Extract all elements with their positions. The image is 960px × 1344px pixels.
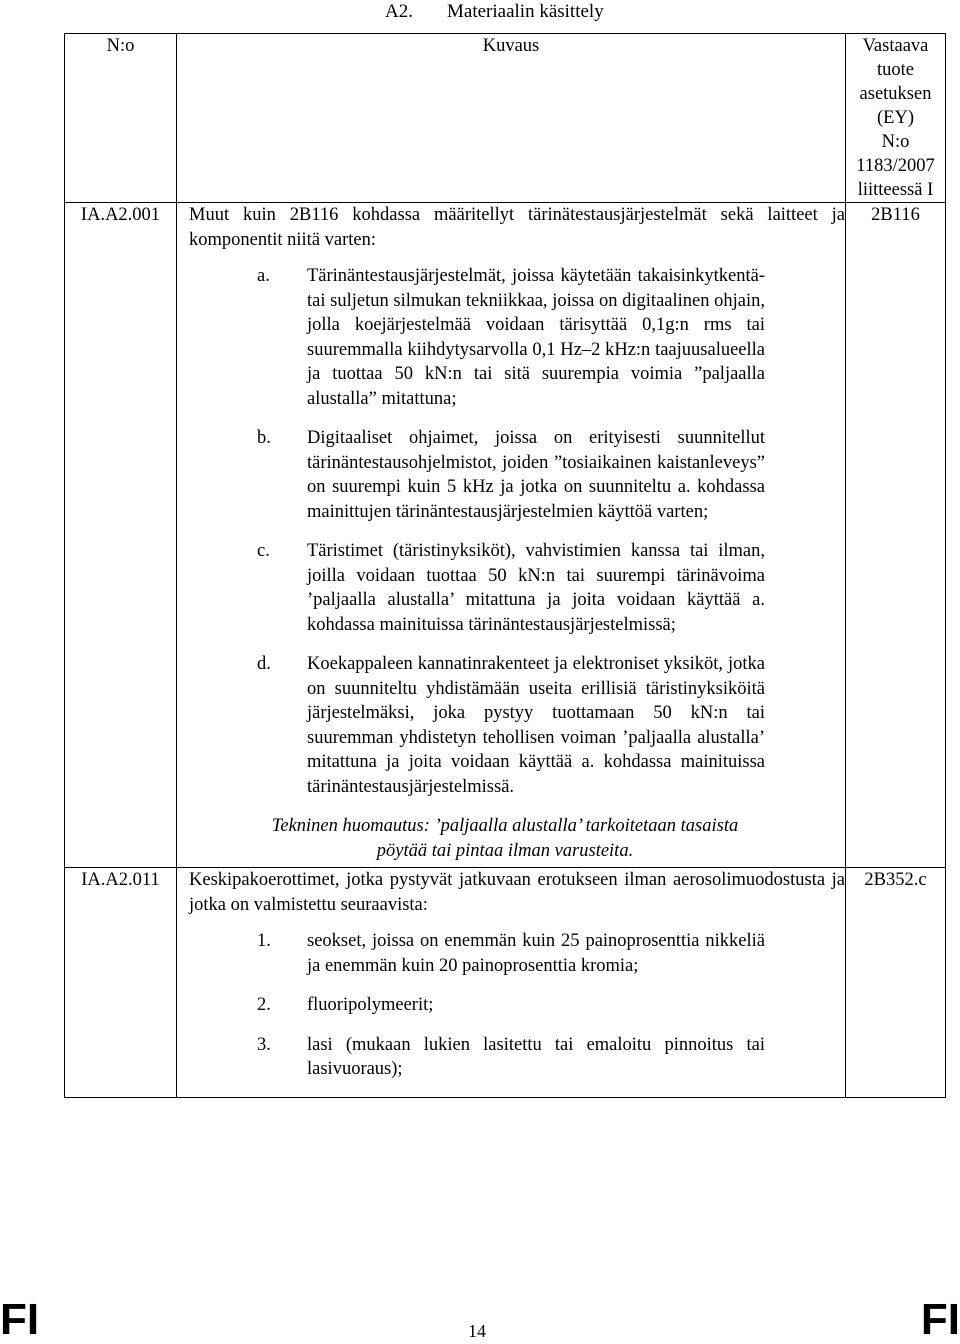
item-label: a.	[257, 266, 270, 286]
item-label: d.	[257, 654, 271, 674]
list-item	[177, 264, 845, 411]
header-number: N:o	[65, 34, 177, 203]
item-list	[177, 929, 845, 1082]
table-header-row	[65, 34, 946, 203]
item-text: Tärinäntestausjärjestelmät, joissa käytetään takaisinkytkentä- tai suljetun silmukan tekniikkaa, joissa on digitaalinen ohjain, jolla koejärjestelmää voidaan tärisyttää 0,1g:n rms tai suuremmalla kiihdytysarvolla 0,1 Hz–2 kHz:n taajuusalueella ja tuottaa 50 kN:n tai sitä suurempia voimia ”paljaalla alustalla” mitattuna;	[307, 266, 765, 409]
section-heading	[385, 0, 604, 24]
list-item	[177, 539, 845, 637]
header-reference	[846, 34, 946, 203]
section-number: A2.	[385, 1, 413, 22]
row-description	[177, 868, 846, 1098]
row-number: IA.A2.011	[65, 868, 177, 1098]
header-reference-line: Vastaava tuote	[862, 36, 929, 80]
item-label: b.	[257, 428, 271, 448]
row-reference: 2B116	[846, 203, 946, 868]
header-reference-line: liitteessä I	[857, 180, 934, 200]
header-reference-line: asetuksen (EY)	[859, 84, 932, 128]
list-item	[177, 426, 845, 524]
item-text: Täristimet (täristinyksiköt), vahvistimien kanssa tai ilman, joilla voidaan tuottaa 50 kN:n tai suurempi tärinävoima ’paljaalla alustalla’ mitattuna ja joita voidaan käyttää a. kohdassa mainituissa tärinäntestausjärjestelmissä;	[307, 541, 765, 635]
row-reference: 2B352.c	[846, 868, 946, 1098]
page-number: 14	[468, 1321, 486, 1341]
item-text: fluoripolymeerit;	[307, 995, 434, 1015]
footer-language-right: FI	[920, 1295, 960, 1344]
header-description: Kuvaus	[177, 34, 846, 203]
item-label: 2.	[257, 995, 271, 1015]
list-item	[177, 929, 845, 978]
table-row	[65, 868, 946, 1098]
row-intro: Keskipakoerottimet, jotka pystyvät jatkuvaan erotukseen ilman aerosolimuodostusta ja jotka on valmistettu seuraavista:	[189, 870, 845, 915]
item-label: c.	[257, 541, 270, 561]
item-list	[177, 264, 845, 799]
table-row	[65, 203, 946, 868]
list-item	[177, 1033, 845, 1082]
materials-table	[64, 33, 946, 1098]
item-text: lasi (mukaan lukien lasitettu tai emaloitu pinnoitus tai lasivuoraus);	[307, 1034, 765, 1079]
technical-note: Tekninen huomautus: ’paljaalla alustalla’ tarkoitetaan tasaista pöytää tai pintaa ilman varusteita.	[271, 816, 739, 861]
row-number: IA.A2.001	[65, 203, 177, 868]
item-text: Digitaaliset ohjaimet, joissa on erityisesti suunnitellut tärinäntestausohjelmistot, joiden ”tosiaikainen kaistanleveys” on suurempi kuin 5 kHz ja jotka on suunniteltu a. kohdassa mainittujen tärinäntestausjärjestelmien käyttöä varten;	[307, 428, 765, 522]
item-text: seokset, joissa on enemmän kuin 25 painoprosenttia nikkeliä ja enemmän kuin 20 painoprosenttia kromia;	[307, 931, 765, 976]
item-label: 3.	[257, 1034, 271, 1055]
header-reference-line: N:o 1183/2007	[856, 132, 935, 176]
list-item	[177, 993, 845, 1018]
section-title: Materiaalin käsittely	[447, 1, 604, 22]
item-label: 1.	[257, 931, 271, 951]
row-intro: Muut kuin 2B116 kohdassa määritellyt tärinätestausjärjestelmät sekä laitteet ja komponentit niitä varten:	[189, 205, 845, 250]
row-description	[177, 203, 846, 868]
item-text: Koekappaleen kannatinrakenteet ja elektroniset yksiköt, jotka on suunniteltu yhdistämään useita erillisiä täristinyksiköitä järjestelmäksi, joka pystyy tuottamaan 50 kN:n tai suuremman yhdistetyn tehollisen voiman ’paljaalla alustalla’ mitattuna ja joita voidaan käyttää a. kohdassa mainituissa tärinäntestausjärjestelmissä.	[307, 654, 765, 797]
footer-language-left: FI	[0, 1295, 40, 1344]
list-item	[177, 652, 845, 799]
